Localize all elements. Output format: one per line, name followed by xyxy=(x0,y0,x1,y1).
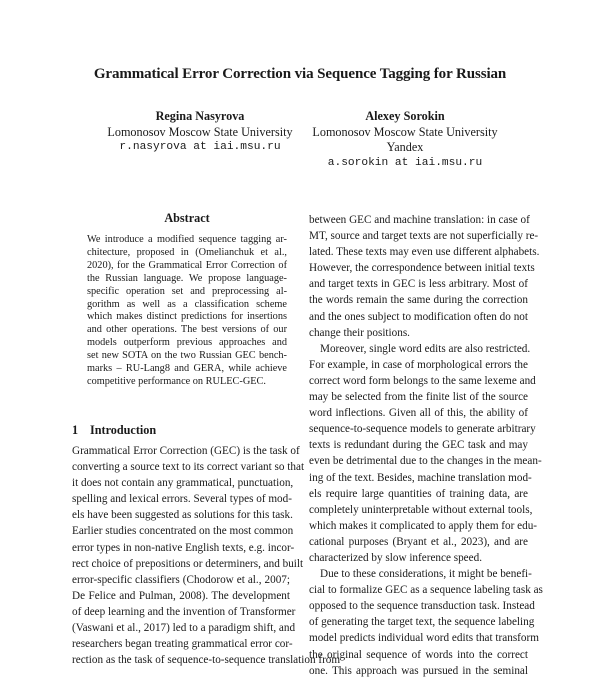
text-line: gorithm as well as a classification scheme xyxy=(87,298,287,310)
text-line: ing of the text. Besides, machine translation mod- xyxy=(309,471,532,484)
text-line: chitecture, proposed in (Omelianchuk et al., xyxy=(87,246,287,258)
text-line: However, the correspondence between initial texts xyxy=(309,262,535,275)
author-affiliation: Lomonosov Moscow State University xyxy=(312,124,498,139)
text-line: spelling and lexical errors. Several types of mod- xyxy=(72,493,292,506)
text-line: change their positions. xyxy=(309,326,410,339)
text-line: converting a source text to its correct variant so that xyxy=(72,461,305,474)
text-line: Due to these considerations, it might be benefi- xyxy=(320,568,532,581)
text-line: cial to formalize GEC as a sequence labeling task as xyxy=(309,584,543,597)
text-line: the Russian language. We propose language- xyxy=(87,272,287,284)
text-line: of generating the target text, the sequence labeling xyxy=(309,616,535,629)
author-affiliation: Lomonosov Moscow State University xyxy=(107,124,293,139)
author-block-2 xyxy=(305,109,505,171)
text-line: which makes it complicated to apply them for edu- xyxy=(309,519,538,532)
left-column-text xyxy=(72,443,341,668)
text-line: may be selected from the finite list of the source xyxy=(309,391,528,404)
author-email: r.nasyrova at iai.msu.ru xyxy=(119,141,281,153)
text-line: sequence-to-sequence models to generate arbitrary xyxy=(309,423,536,436)
author-affiliation-extra: Yandex xyxy=(386,140,424,154)
text-line: marks – RU-Lang8 and GERA, while achieve xyxy=(87,363,287,375)
author-name: Regina Nasyrova xyxy=(155,109,245,123)
text-line: We introduce a modified sequence tagging ar- xyxy=(87,234,287,245)
text-line: De Felice and Pulman, 2008). The development xyxy=(72,589,290,602)
text-line: Grammatical Error Correction (GEC) is the task of xyxy=(72,445,300,457)
text-line: one. This approach was pursued in the seminal xyxy=(309,664,528,677)
text-line: cational purposes (Bryant et al., 2023), and are xyxy=(309,535,528,548)
text-line: Moreover, single word edits are also restricted. xyxy=(320,342,531,355)
text-line: opposed to the sequence transduction task. Instead xyxy=(309,600,535,613)
text-line: and other operations. The best versions of our xyxy=(87,324,287,336)
text-line: completely uninterpretable without external tools, xyxy=(309,503,533,516)
text-line: 2020), for the Grammatical Error Correction of xyxy=(87,259,287,271)
right-column-text xyxy=(309,212,543,679)
text-line: set new SOTA on the two Russian GEC bench- xyxy=(87,350,287,362)
text-line: it does not contain any grammatical, punctuation, xyxy=(72,477,294,490)
author-email: a.sorokin at iai.msu.ru xyxy=(327,156,483,169)
author-block-1 xyxy=(100,109,300,156)
section-number: 1 xyxy=(72,423,79,437)
text-line: rect choice of prepositions or determiners, and built xyxy=(72,557,304,570)
author-name: Alexey Sorokin xyxy=(365,109,445,123)
text-line: correct word form belongs to the same lexeme and xyxy=(309,374,536,387)
text-line: between GEC and machine translation: in case of xyxy=(309,214,530,226)
text-line: of deep learning and the invention of Transformer xyxy=(72,605,296,618)
text-line: MT, source and target texts are not superficially re- xyxy=(309,230,539,243)
text-line: characterized by slow inference speed. xyxy=(309,551,483,564)
text-line: For example, in case of morphological errors the xyxy=(309,358,528,371)
text-line: model predicts individual word edits that transform xyxy=(309,632,539,645)
abstract-body xyxy=(87,234,287,389)
text-line: the original sequence of words into the correct xyxy=(309,648,528,661)
text-line: and the ones subject to modification often do not xyxy=(309,310,528,323)
text-line: error-specific classifiers (Chodorow et al., 2007; xyxy=(72,573,290,586)
text-line: (Vaswani et al., 2017) led to a paradigm shift, and xyxy=(72,622,296,635)
text-line: rection as the task of sequence-to-sequence translation from xyxy=(72,654,341,667)
section-title: Introduction xyxy=(90,423,157,437)
text-line: word inflections. Given all of this, the ability of xyxy=(309,407,528,420)
paper-title: Grammatical Error Correction via Sequence Tagging for Russian xyxy=(93,66,507,82)
text-line: models outperform previous approaches and xyxy=(87,337,287,349)
text-line: lated. These texts may even use different alphabets. xyxy=(309,246,540,259)
text-line: which makes distinct predictions for insertions xyxy=(87,311,287,323)
text-line: els require large quantities of training data, are xyxy=(309,487,528,500)
text-line: els have been suggested as solutions for this task. xyxy=(72,509,293,522)
abstract-heading: Abstract xyxy=(164,211,210,225)
section-heading xyxy=(72,423,156,438)
text-line: even be detrimental due to the changes in the mean- xyxy=(309,455,542,468)
text-line: and target texts in GEC is less arbitrary. Most of xyxy=(309,278,528,291)
text-line: Earlier studies concentrated on the most common xyxy=(72,525,294,538)
text-line: researchers began treating grammatical error cor- xyxy=(72,638,293,651)
text-line: competitive performance on RULEC-GEC. xyxy=(87,375,266,387)
text-line: error types in non-native English texts, e.g. incor- xyxy=(72,541,295,554)
text-line: specific operation set and preprocessing al- xyxy=(87,285,287,297)
text-line: texts is redundant during the GEC task and may xyxy=(309,439,528,452)
text-line: the words remain the same during the correction xyxy=(309,294,528,307)
